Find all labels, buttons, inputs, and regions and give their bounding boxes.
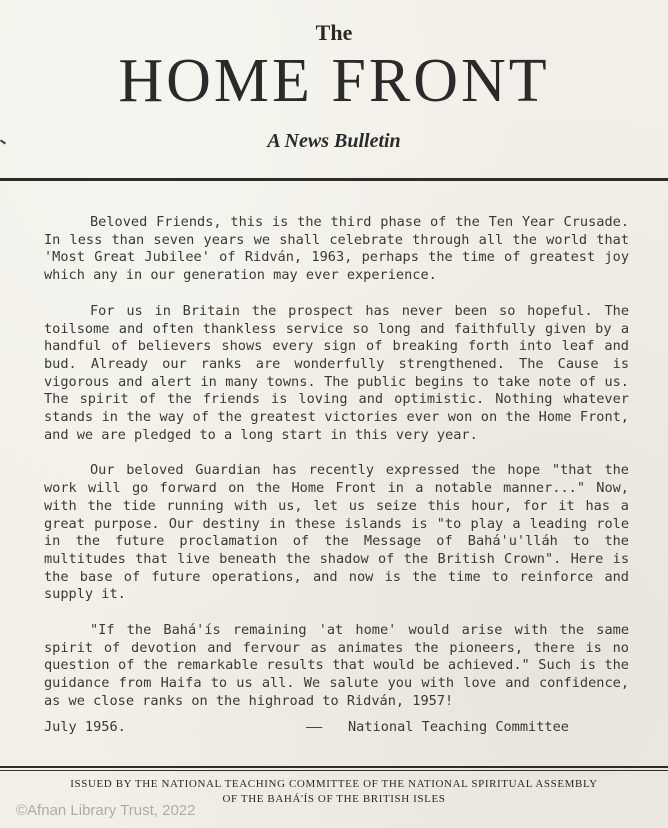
footer-line-1: ISSUED BY THE NATIONAL TEACHING COMMITTEE OF THE NATIONAL SPIRITUAL ASSEMBLY [70,778,598,790]
paragraph-4: "If the Bahá'ís remaining 'at home' would arise with the same spirit of devotion and fervour as animates the pioneers, there is no question of the remarkable results that would be achieved." Such is the guidance from Haifa to us all. We salute you with love and confidence, as we close ranks on the highroad to Ridván, 1957! [44,622,629,709]
masthead-the: The [315,20,353,45]
paragraph-1: Beloved Friends, this is the third phase of the Ten Year Crusade. In less than seven years we shall celebrate through all the world that 'Most Great Jubilee' of Ridván, 1963, perhaps the time of greatest joy which any in our generation may ever experience. [44,214,629,284]
copyright-watermark: ©Afnan Library Trust, 2022 [16,802,196,819]
signature-date: July 1956. [44,719,126,735]
paragraph-2: For us in Britain the prospect has never been so hopeful. The toilsome and often thankless service so long and faithfully given by a handful of believers shows every sign of breaking forth into leaf and bud. Already our ranks are wonderfully strengthened. The Cause is vigorous and alert in many towns. The public begins to take note of us. The spirit of the friends is loving and optimistic. Nothing whatever stands in the way of the greatest victories ever won on the Home Front, and we are pledged to a long start in this very year. [44,302,629,443]
bulletin-body [44,214,629,729]
header-divider [0,178,668,181]
signature-dash: —— [306,719,323,735]
signature-committee: National Teaching Committee [348,719,569,735]
masthead-subtitle: A News Bulletin [267,130,401,152]
footer-divider-thick [0,766,668,768]
footer-line-2: OF THE BAHÁ'ÍS OF THE BRITISH ISLES [222,793,446,805]
masthead-title: HOME FRONT [118,47,550,115]
paragraph-3: Our beloved Guardian has recently expressed the hope "that the work will go forward on the Home Front in a notable manner..." Now, with the tide running with us, let us seize this hour, for it has a great purpose. Our destiny in these islands is "to play a leading role in the future proclamation of the Message of Bahá'u'lláh to the multitudes that live beneath the shadow of the British Crown". Here is the base of future operations, and now is the time to reinforce and supply it. [44,462,629,603]
footer-divider-thin [0,770,668,771]
